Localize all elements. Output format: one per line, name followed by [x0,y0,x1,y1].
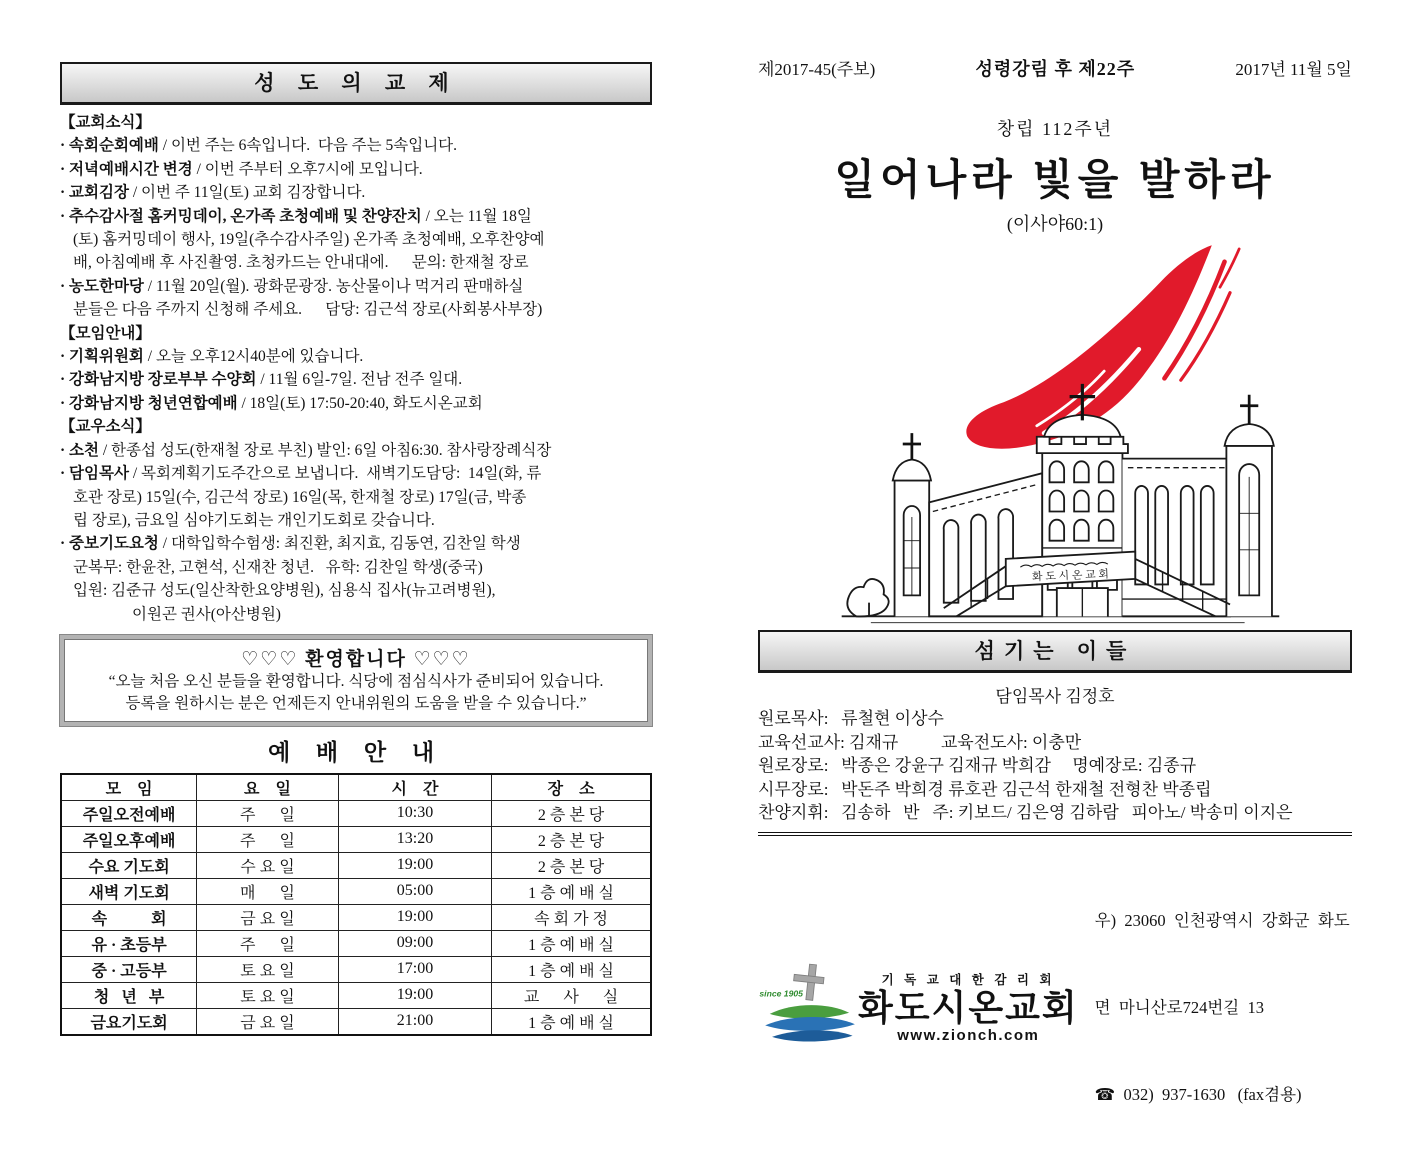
schedule-cell-place: 1 층 예 배 실 [492,956,651,982]
church-drawing [842,415,1280,623]
church-sign-text: 화 도 시 온 교 회 [1031,568,1110,584]
schedule-cell-place: 1 층 예 배 실 [492,930,651,956]
announcement-text: 호관 장로) 15일(수, 김근석 장로) 16일(목, 한재철 장로) 17일(금, 박종 [73,488,527,506]
schedule-row [61,956,651,982]
announcement-text: / 11월 20일(월). 광화문광장. 농산물이나 먹거리 판매하실 [143,277,524,295]
schedule-cell-meeting: 수요 기도회 [61,852,197,878]
announcement-text: / 이번 주 11일(토) 교회 김장합니다. [128,184,366,202]
schedule-cell-meeting: 중 · 고등부 [61,956,197,982]
right-page [758,55,1352,1167]
schedule-cell-place: 2 층 본 당 [492,852,651,878]
senior-pastor-line: 담임목사 김정호 [995,687,1115,706]
announcement-line [60,275,652,298]
announcement-text: / 이번 주부터 오후7시에 모입니다. [192,160,423,178]
schedule-cell-time: 21:00 [338,1008,491,1035]
announcement-text: / 18일(토) 17:50-20:40, 화도시온교회 [237,394,483,412]
announcement-line [60,439,652,462]
schedule-cell-day: 주 일 [197,826,339,852]
schedule-cell-meeting: 주일오후예배 [61,826,197,852]
church-name: 화도시온교회 [858,986,1079,1028]
announcement-line [60,111,652,134]
scripture-reference: (이사야60:1) [1006,214,1104,234]
schedule-col-day: 요 일 [197,774,339,801]
logo-wave-shape-dark [772,1030,853,1041]
schedule-cell-place: 2 층 본 당 [492,800,651,826]
schedule-cell-time: 19:00 [338,852,491,878]
church-illustration [816,238,1294,630]
schedule-cell-meeting: 유 · 초등부 [61,930,197,956]
schedule-cell-day: 금 요 일 [197,1008,339,1035]
announcement-text: / 대학입학수험생: 최진환, 최지효, 김동연, 김찬일 학생 [158,535,521,553]
issue-number: 제2017-45(주보) [758,60,876,79]
staff-list [758,707,1352,825]
announcement-line [60,228,652,251]
announcement-line [60,532,652,555]
welcome-line: 등록을 원하시는 분은 언제든지 안내위원의 도움을 받을 수 있습니다.” [125,694,587,712]
welcome-title: ♡♡♡ 환영합니다 ♡♡♡ [241,648,471,670]
announcement-line [60,181,652,204]
announcement-line [60,322,652,345]
schedule-row [61,852,651,878]
schedule-cell-day: 금 요 일 [197,904,339,930]
welcome-line: “오늘 처음 오신 분들을 환영합니다. 식당에 점심식사가 준비되어 있습니다. [108,672,604,690]
schedule-cell-day: 매 일 [197,878,339,904]
announcement-text: 립 장로), 금요일 심야기도회는 개인기도회로 갖습니다. [73,511,435,529]
schedule-cell-time: 17:00 [338,956,491,982]
announcement-title: · 농도한마당 [60,277,144,295]
schedule-col-meeting: 모 임 [61,774,197,801]
schedule-cell-time: 05:00 [338,878,491,904]
schedule-cell-day: 주 일 [197,800,339,826]
announcement-text: 분들은 다음 주까지 신청해 주세요. 담당: 김근석 장로(사회봉사부장) [73,301,543,319]
cross-icon [1240,395,1258,424]
announcement-text: 배, 아침예배 후 사진촬영. 초청카드는 안내대에. 문의: 한재철 장로 [73,254,529,272]
church-footer [758,848,1352,1167]
announcement-title: · 교회김장 [60,184,129,202]
announcement-title: · 소천 [60,441,99,459]
announcement-line [60,298,652,321]
worship-guide-title: 예 배 안 내 [267,739,445,765]
announcement-line [60,251,652,274]
schedule-cell-time: 19:00 [338,982,491,1008]
announcements [60,111,652,626]
address-line: 면 마니산로724번길 13 [1094,997,1264,1017]
schedule-cell-meeting: 청 년 부 [61,982,197,1008]
welcome-box [60,635,652,726]
staff-line: 원로장로: 박종은 강윤구 김재규 박희감 명예장로: 김종규 [758,756,1197,775]
schedule-col-place: 장 소 [492,774,651,801]
logo-since-text: since 1905 [759,988,803,999]
announcement-line [60,392,652,415]
announcement-title: 【교회소식】 [60,114,151,131]
announcement-title: · 기획위원회 [60,348,144,366]
announcement-line [60,462,652,485]
schedule-cell-meeting: 새벽 기도회 [61,878,197,904]
founding-anniversary: 창립 112주년 [996,119,1114,139]
announcement-title: · 중보기도요청 [60,535,159,553]
bulletin-masthead [758,55,1352,81]
schedule-cell-meeting: 금요기도회 [61,1008,197,1035]
schedule-cell-time: 09:00 [338,930,491,956]
announcement-line [60,486,652,509]
schedule-col-time: 시 간 [338,774,491,801]
staff-line: 교육선교사: 김재규 교육전도사: 이충만 [758,732,1082,752]
announcement-line [60,579,652,602]
footer-divider [758,832,1352,836]
announcement-line [60,603,652,626]
schedule-cell-time: 19:00 [338,904,491,930]
announcement-text: / 이번 주는 6속입니다. 다음 주는 5속입니다. [158,137,458,155]
liturgical-week: 성령강림 후 제22주 [975,59,1136,79]
announcement-title: · 저녁예배시간 변경 [60,160,193,178]
announcement-title: · 강화남지방 청년연합예배 [60,394,238,412]
announcement-line [60,205,652,228]
announcement-title: · 속회순회예배 [60,137,159,155]
schedule-cell-day: 토 요 일 [197,956,339,982]
announcement-title: · 추수감사절 홈커밍데이, 온가족 초청예배 및 찬양잔치 [60,207,422,225]
left-page [60,62,652,1036]
schedule-cell-time: 10:30 [338,800,491,826]
announcement-text: / 오늘 오후12시40분에 있습니다. [143,348,364,366]
schedule-cell-place: 1 층 예 배 실 [492,878,651,904]
schedule-cell-place: 2 층 본 당 [492,826,651,852]
announcement-title: · 강화남지방 장로부부 수양회 [60,371,257,389]
staff-line: 원로목사: 류철현 이상수 [758,709,944,728]
logo-leaf-shape [770,1005,849,1018]
schedule-row [61,930,651,956]
announcement-text: 입원: 김준규 성도(일산착한요양병원), 심용식 집사(뉴고려병원), [73,582,496,600]
announcement-text: 군복무: 한윤찬, 고현석, 신재찬 청년. 유학: 김찬일 학생(중국) [73,558,483,576]
staff-line: 시무장로: 박돈주 박희경 류호관 김근석 한재철 전형찬 박종립 [758,779,1212,799]
schedule-row [61,878,651,904]
schedule-row [61,826,651,852]
schedule-header-row [61,774,651,801]
church-logo-icon [758,961,862,1053]
church-logo-text [858,970,1079,1045]
address-line: 우) 23060 인천광역시 강화군 화도 [1094,910,1350,930]
announcement-text: / 오는 11월 18일 [421,207,532,225]
announcement-title: · 담임목사 [60,465,129,483]
schedule-cell-day: 주 일 [197,930,339,956]
sermon-title: 일어나라 빛을 발하라 [834,158,1276,204]
announcement-line [60,509,652,532]
announcement-line [60,345,652,368]
schedule-row [61,1008,651,1035]
section-header-fellowship: 성 도 의 교 제 [60,62,652,105]
schedule-row [61,904,651,930]
logo-wave-shape [765,1017,855,1031]
announcement-text: / 한종섭 성도(한재철 장로 부친) 발인: 6일 아침6:30. 참사랑장례식장 [99,441,552,459]
schedule-cell-place: 교 사 실 [492,982,651,1008]
section-header-serving: 섬기는 이들 [758,630,1352,673]
denomination-name: 기 독 교 대 한 감 리 회 [881,972,1056,987]
announcement-line [60,158,652,181]
schedule-row [61,982,651,1008]
schedule-cell-place: 속 회 가 정 [492,904,651,930]
announcement-text: 이원곤 권사(아산병원) [132,605,281,623]
worship-schedule-table [60,773,652,1036]
church-website: www.zionch.com [897,1027,1040,1045]
schedule-cell-time: 13:20 [338,826,491,852]
staff-line: 찬양지휘: 김송하 반 주: 키보드/ 김은영 김하람 피아노/ 박송미 이지은 [758,803,1293,822]
schedule-cell-place: 1 층 예 배 실 [492,1008,651,1035]
church-logo [758,961,1079,1053]
schedule-cell-day: 토 요 일 [197,982,339,1008]
announcement-line [60,368,652,391]
church-address [1095,848,1350,1167]
announcement-text: (토) 홈커밍데이 행사, 19일(추수감사주일) 온가족 초청예배, 오후찬양예 [73,231,545,249]
schedule-cell-meeting: 주일오전예배 [61,800,197,826]
cross-icon [903,433,921,460]
announcement-text: / 목회계획기도주간으로 보냅니다. 새벽기도담당: 14일(화, 류 [128,465,542,483]
announcement-line [60,415,652,438]
schedule-row [61,800,651,826]
bulletin-date: 2017년 11월 5일 [1235,60,1352,79]
schedule-cell-meeting: 속 회 [61,904,197,930]
schedule-cell-day: 수 요 일 [197,852,339,878]
announcement-text: / 11월 6일-7일. 전남 전주 일대. [256,371,463,389]
phone-line: ☎ 032) 937-1630 (fax겸용) [1094,1084,1302,1104]
announcement-title: 【교우소식】 [60,418,151,436]
announcement-line [60,556,652,579]
announcement-line [60,134,652,157]
announcement-title: 【모임안내】 [60,324,151,342]
